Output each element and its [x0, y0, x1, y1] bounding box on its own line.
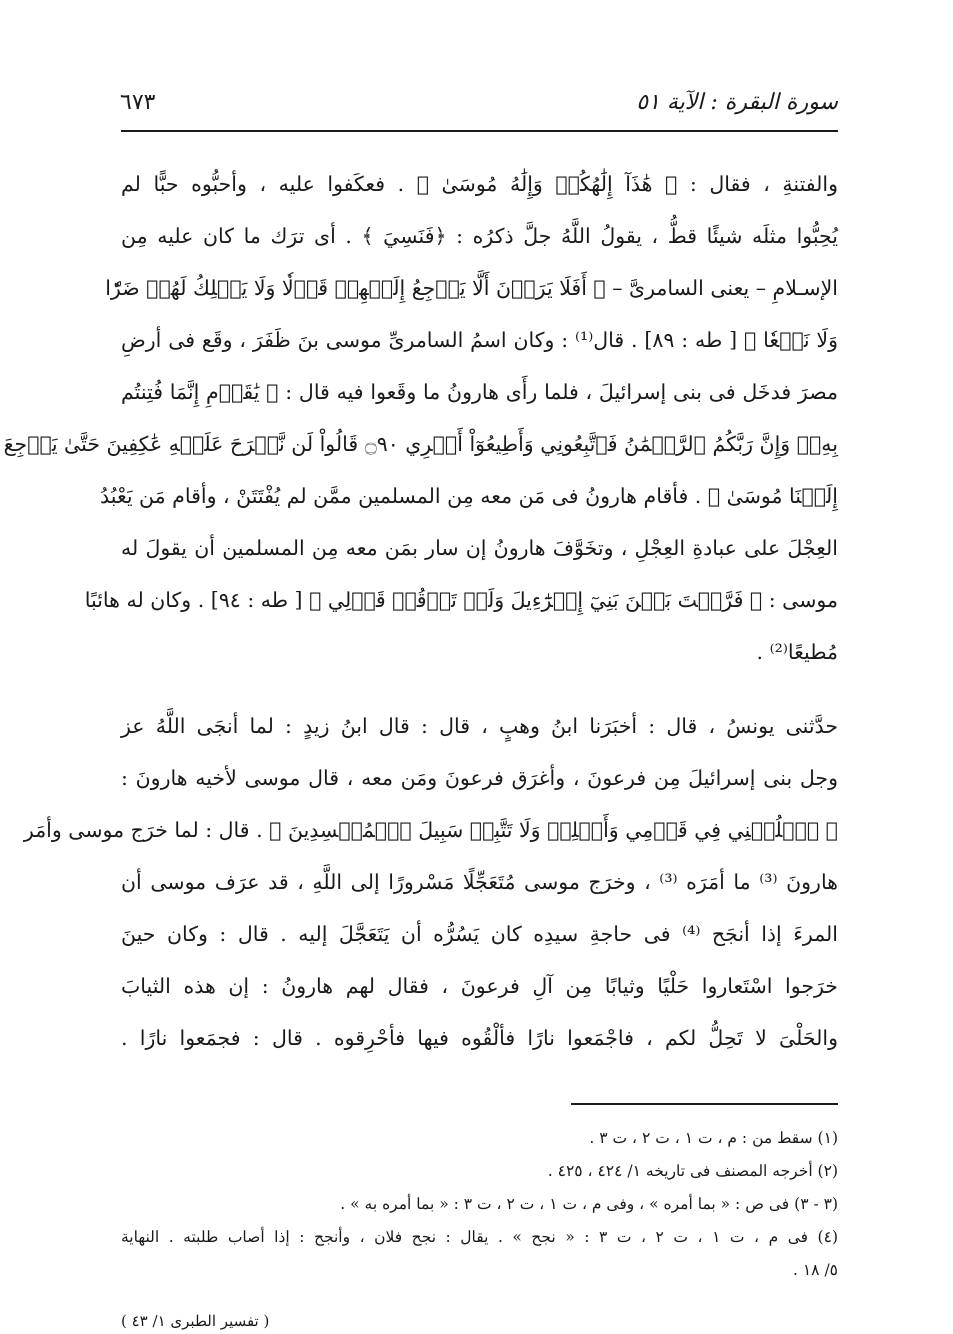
footnote-rule [571, 1103, 838, 1105]
header-rule [121, 130, 838, 132]
footnote: (٤) فى م ، ت ١ ، ت ٢ ، ت ٣ : « نجح » . يقال : نجح فلان ، وأنجح : إذا أصاب طلبته . النهاية [121, 1228, 838, 1246]
footnote: (٢) أخرجه المصنف فى تاريخه ١/ ٤٢٤ ، ٤٢٥ . [547, 1162, 838, 1180]
main-text [3, 158, 838, 1064]
text-line: وجل بنى إسرائيلَ مِن فرعونَ ، وأغرَق فرعونَ ومَن معه ، قال موسى لأخيه هارونَ : [121, 766, 838, 790]
text-line: خرَجوا اسْتَعاروا حَلْيًا وثيابًا مِن آلِ فرعونَ ، فقال لهم هارونُ : إن هذه الثيابَ [121, 974, 838, 998]
running-header [120, 80, 838, 124]
text-line: وَلَا نَفۡعٗا ﴾ [ طه : ٨٩] . قال⁽¹⁾ : وكان اسمُ السامرىِّ موسى بنَ ظَفَرَ ، وقَع فى أرضِ [121, 328, 838, 352]
paragraph-1 [3, 158, 838, 678]
text-line: موسى : ﴿ فَرَّقۡتَ بَيۡنَ بَنِيٓ إِسۡرَٰٓءِيلَ وَلَمۡ تَرۡقُبۡ قَوۡلِي ﴾ [ طه : ٩٤] . وكان له هائبًا [84, 588, 838, 612]
surah-title: سورة البقرة : الآية ٥١ [636, 89, 838, 115]
paragraph-gap [121, 678, 838, 700]
bottom-volume-reference [121, 1308, 838, 1330]
page-number: ٦٧٣ [120, 89, 156, 115]
text-line: إِلَيۡنَا مُوسَىٰ ﴾ . فأقام هارونُ فى مَن معه مِن المسلمين ممَّن لم يُفْتَتَنْ ، وأقام مَن يَعْبُدُ [100, 484, 838, 508]
footnote: (٣ - ٣) فى ص : « بما أمره » ، وفى م ، ت ١ ، ت ٢ ، ت ٣ : « بما أمره به » . [340, 1195, 838, 1213]
text-line: يُحِبُّوا مثلَه شيئًا قطُّ ، يقولُ اللَّهُ جلَّ ذكرُه : ﴿فَنَسِيَ ﴾ . أى ترَك ما كان عليه مِن [121, 224, 838, 248]
text-line: ﴿ ٱخۡلُفۡنِي فِي قَوۡمِي وَأَصۡلِحۡ وَلَا تَتَّبِعۡ سَبِيلَ ٱلۡمُفۡسِدِينَ ﴾ . قال : لما خرَج موسى وأمَر [23, 818, 838, 842]
text-line: مصرَ فدخَل فى بنى إسرائيلَ ، فلما رأَى هارونُ ما وقَعوا فيه قال : ﴿ يَٰقَوۡمِ إِنَّمَا فُتِنتُم [121, 380, 838, 404]
footnote-continuation: ٥/ ١٨ . [793, 1261, 838, 1279]
text-line: والحَلْىَ لا تَحِلُّ لكم ، فاجْمَعوا نارًا فألْقُوه فيها فأحْرِقوه . قال : فجمَعوا نارًا . [121, 1026, 838, 1050]
text-line: بِهِۦۖ وَإِنَّ رَبَّكُمُ ٱلرَّحۡمَٰنُ فَٱتَّبِعُونِي وَأَطِيعُوٓاْ أَمۡرِي ۝٩٠ قَالُواْ لَن نَّبۡرَحَ عَلَيۡهِ عَٰكِفِينَ حَتَّىٰ يَرۡجِعَ [3, 432, 838, 456]
text-line: والفتنةِ ، فقال : ﴿ هَٰذَآ إِلَٰهُكُمۡ وَإِلَٰهُ مُوسَىٰ ﴾ . فعكَفوا عليه ، وأحبُّوه حبًّا لم [121, 172, 838, 196]
volume-reference-text: ( تفسير الطبرى ١/ ٤٣ ) [121, 1312, 270, 1330]
text-line: العِجْلَ على عبادةِ العِجْلِ ، وتخَوَّفَ هارونُ إن سار بمَن معه مِن المسلمين أن يقولَ له [121, 536, 838, 560]
text-line: المرءَ إذا أنجَح ⁽⁴⁾ فى حاجةِ سيدِه كان يَسُرُّه أن يَتَعَجَّلَ إليه . قال : وكان حينَ [121, 922, 838, 946]
text-line: حدَّثنى يونسُ ، قال : أخبَرَنا ابنُ وهبٍ ، قال : قال ابنُ زيدٍ : لما أنجَى اللَّهُ عز [121, 714, 838, 738]
text-line: مُطيعًا⁽²⁾ . [756, 640, 838, 664]
footnotes [121, 1122, 838, 1287]
footnote: (١) سقط من : م ، ت ١ ، ت ٢ ، ت ٣ . [589, 1129, 838, 1147]
text-line: الإسـلامِ – يعنى السامرىَّ – ﴿ أَفَلَا يَرَوۡنَ أَلَّا يَرۡجِعُ إِلَيۡهِمۡ قَوۡلٗا وَلَا يَمۡلِكُ لَهُمۡ ضَرّٗا [105, 276, 838, 300]
paragraph-2 [23, 700, 838, 1064]
text-line: هارونَ ⁽³⁾ ما أمَرَه ⁽³⁾ ، وخرَج موسى مُتَعَجِّلًا مَسْرورًا إلى اللَّهِ ، قد عرَف موسى أن [121, 870, 838, 894]
